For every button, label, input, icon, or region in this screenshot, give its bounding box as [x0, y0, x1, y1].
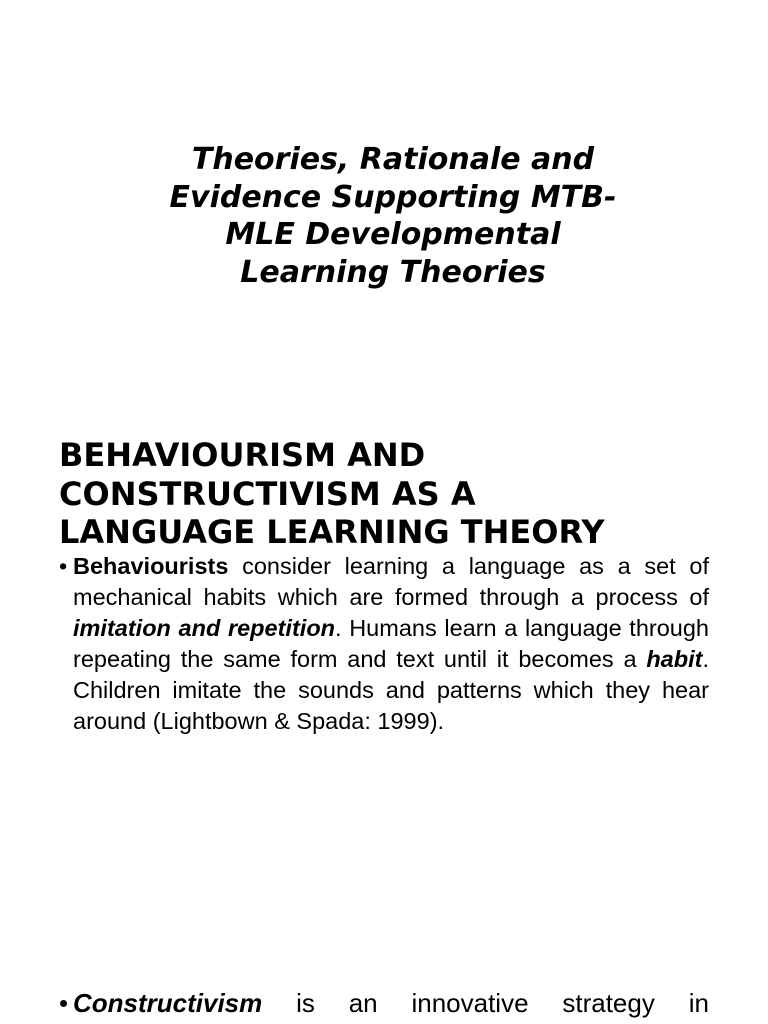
bullet-word: an — [348, 988, 378, 1018]
term-behaviourists: Behaviourists — [73, 553, 229, 579]
emphasis-imitation-repetition: imitation and repetition — [73, 615, 336, 641]
section-heading-line: LANGUAGE LEARNING THEORY — [59, 513, 605, 551]
bullet-text-part: . Children imitate the sounds and patterns which they hear around (Lightbown & Spada: 1999). — [73, 646, 709, 734]
slide-title-line: MLE Developmental — [225, 217, 561, 252]
section-heading-line: BEHAVIOURISM AND — [59, 436, 426, 474]
slide-title-line: Evidence Supporting MTB- — [169, 179, 617, 215]
bullet-text-part: consider learning a language as a set of mechanical habits which are formed through a process of — [73, 553, 709, 610]
slide-title — [100, 141, 686, 291]
emphasis-habit: habit — [646, 646, 703, 672]
bullet-word: is — [296, 988, 315, 1018]
bullet-marker: • — [59, 988, 69, 1018]
slide-title-line: Theories, Rationale and — [191, 142, 595, 177]
bullet-text — [73, 985, 709, 1021]
bullet-marker: • — [59, 553, 68, 579]
slide-title-line: Learning Theories — [240, 254, 546, 290]
bullet-word: innovative — [411, 988, 529, 1018]
section-heading-line: CONSTRUCTIVISM AS A — [59, 474, 476, 513]
bullet-text — [73, 551, 709, 737]
section-heading — [59, 436, 749, 552]
bullet-word: strategy — [562, 988, 655, 1018]
bullet-word: in — [688, 988, 709, 1018]
term-constructivism: Constructivism — [73, 988, 263, 1018]
bullet-constructivism — [59, 985, 709, 1021]
bullet-text-part: . Humans learn a language through repeating the same form and text until it becomes a — [73, 615, 709, 672]
bullet-behaviourists — [59, 551, 709, 737]
